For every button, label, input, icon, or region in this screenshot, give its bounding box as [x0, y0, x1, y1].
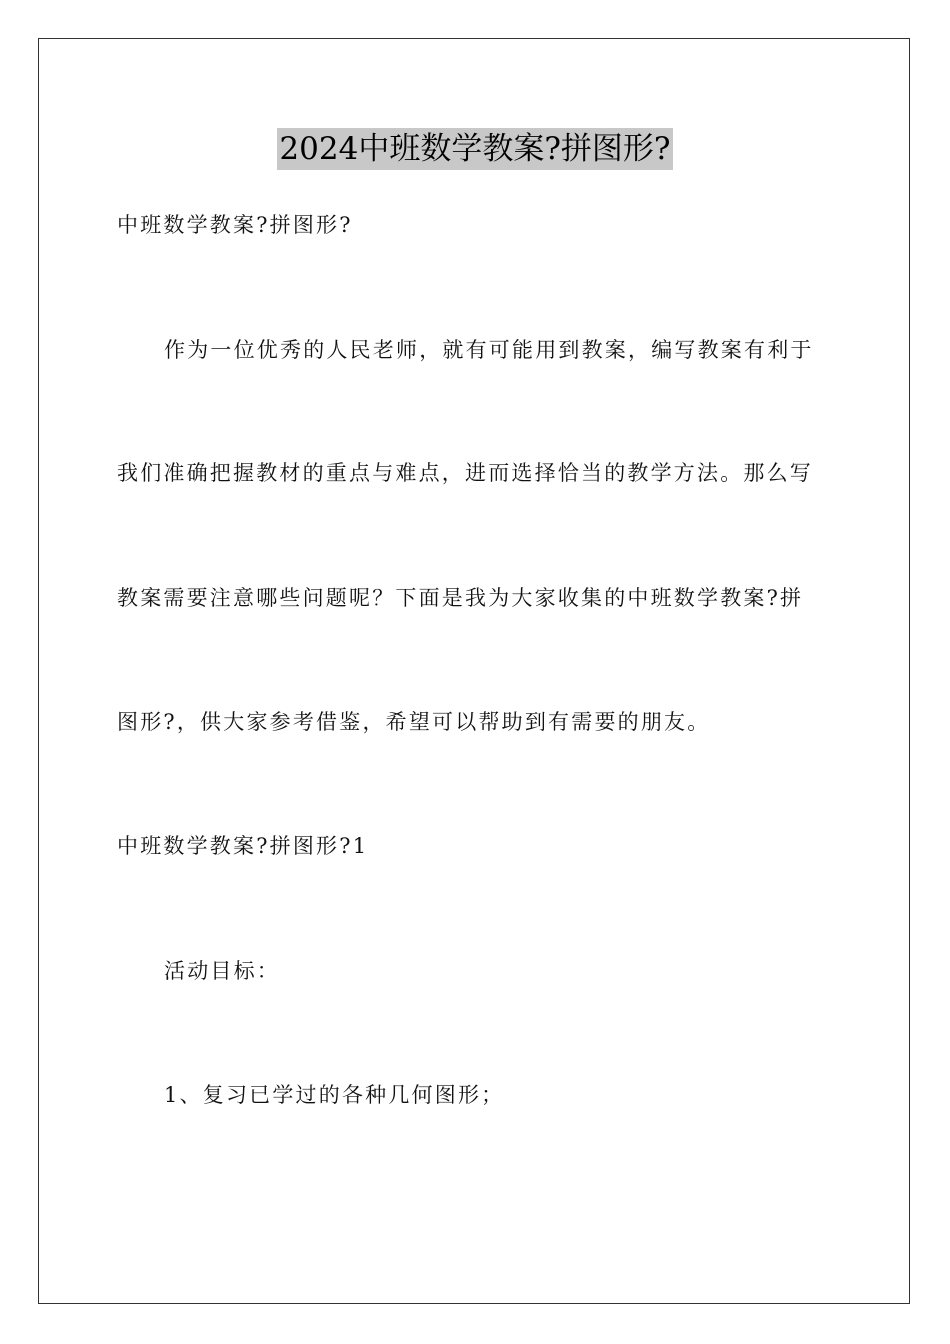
intro-line-3: 教案需要注意哪些问题呢？下面是我为大家收集的中班数学教案?拼 — [117, 586, 804, 610]
document-subtitle: 中班数学教案?拼图形? — [117, 213, 353, 237]
activity-goal-label: 活动目标： — [164, 959, 280, 983]
intro-line-2: 我们准确把握教材的重点与难点，进而选择恰当的教学方法。那么写 — [117, 461, 813, 485]
intro-line-1: 作为一位优秀的人民老师，就有可能用到教案，编写教案有利于 — [164, 338, 814, 362]
goal-item-1: 1、复习已学过的各种几何图形； — [164, 1083, 505, 1107]
title-container — [0, 128, 950, 170]
intro-line-4: 图形?，供大家参考借鉴，希望可以帮助到有需要的朋友。 — [117, 710, 711, 734]
section-heading: 中班数学教案?拼图形?1 — [117, 834, 369, 858]
document-title: 2024中班数学教案?拼图形? — [277, 128, 672, 170]
